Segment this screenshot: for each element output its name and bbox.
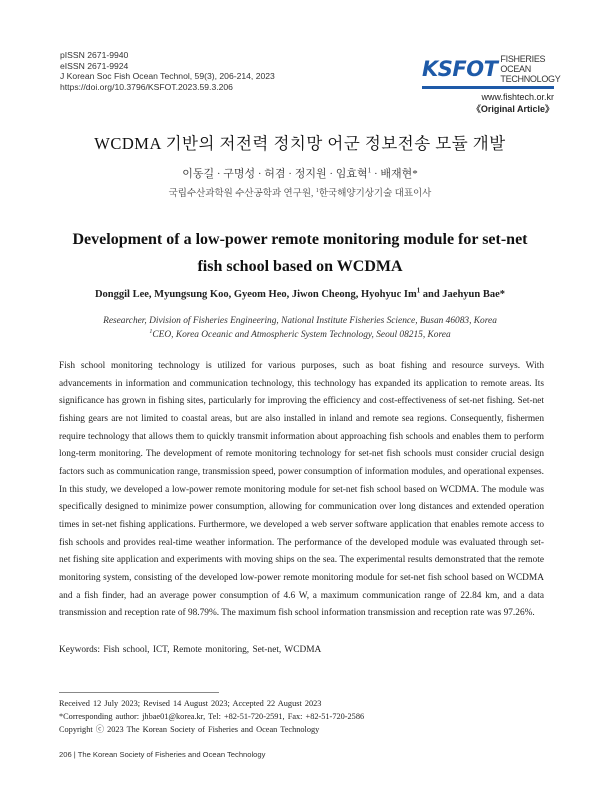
korean-title: WCDMA 기반의 저전력 정치망 어군 정보전송 모듈 개발	[94, 134, 506, 153]
journal-url[interactable]: www.fishtech.or.kr	[481, 92, 554, 102]
eissn: eISSN 2671-9924	[60, 60, 129, 71]
footnotes	[59, 697, 544, 737]
copyright: Copyright ⓒ 2023 The Korean Society of Fisheries and Ocean Technology	[59, 725, 320, 735]
english-title: Development of a low-power remote monitoring module for set-net fish school based on WCDMA	[72, 231, 528, 275]
pissn: pISSN 2671-9940	[60, 50, 129, 60]
logo-line1: FISHERIES OCEAN	[500, 54, 546, 74]
english-affiliations	[0, 314, 600, 342]
page-footer: 206 | The Korean Society of Fisheries and Ocean Technology	[59, 750, 266, 759]
affiliation-1: Researcher, Division of Fisheries Engineering, National Institute Fisheries Science, Busan 46083, Korea	[103, 316, 497, 326]
doi-link[interactable]: https://doi.org/10.3796/KSFOT.2023.59.3.206	[60, 81, 233, 92]
received-dates: Received 12 July 2023; Revised 14 August 2023; Accepted 22 August 2023	[59, 699, 322, 708]
keywords: Keywords: Fish school, ICT, Remote monitoring, Set-net, WCDMA	[59, 645, 322, 655]
corresponding-author: *Corresponding author: jhbae01@korea.kr, Tel: +82-51-720-2591, Fax: +82-51-720-2586	[59, 712, 365, 722]
korean-authors: 이동길 · 구명성 · 허겸 · 정지원 · 임효혁$^1$ · 배재현*	[182, 166, 418, 180]
affiliation-2: $^1$CEO, Korea Oceanic and Atmospheric System Technology, Seoul 08215, Korea	[149, 328, 451, 340]
logo-line2: TECHNOLOGY	[500, 74, 561, 84]
logo-rule	[422, 86, 554, 89]
korean-affiliation: 국립수산과학원 수산공학과 연구원, $^1$한국해양기상기술 대표이사	[168, 187, 432, 199]
journal-meta	[60, 50, 275, 92]
footnote-divider	[59, 692, 219, 693]
english-authors: Donggil Lee, Myungsung Koo, Gyeom Heo, Jiwon Cheong, Hyohyuc Im$^1$ and Jaehyun Bae*	[94, 287, 506, 300]
journal-logo	[422, 54, 561, 115]
citation: J Korean Soc Fish Ocean Technol, 59(3), 206-214, 2023	[60, 71, 275, 82]
abstract: Fish school monitoring technology is utilized for various purposes, such as boat fishing and resource surveys. With advancements in information and communication technology, this technology has expanded its application to remote areas. Its significance has grown in fishing sites, particularly for improving the efficiency and cost-effectiveness of set-net fishing. Set-net fishing gears are not limited to coastal areas, but are also installed in inland and remote sea regions. Consequently, fishermen require technology that allows them to quickly transmit information about approaching fish schools and enables them to perform long-term monitoring. The development of remote monitoring technology for set-net fish schools must consider crucial design factors such as communication range, transmission speed, power consumption of information modules, and operational expenses. In this study, we developed a low-power remote monitoring module for set-net fish school based on WCDMA. The module was specifically designed to minimize power consumption, allowing for communication over long distances and extended operation times in set-net fishing applications. Furthermore, we developed a web server software application that enables remote access to fish schools and provides real-time weather information. The performance of the developed module was evaluated through set-net fishing site application and experiments with moving ships on the sea. The experimental results demonstrated that the remote monitoring system, consisting of the developed low-power remote monitoring module for set-net fish school based on WCDMA and a fish finder, had an average power consumption of 4.6 W, a maximum communication range of 22.84 km, and a data transmission and reception rate of 98.79%. The maximum fish school information transmission and reception rate was 97.26%.	[59, 361, 544, 619]
ksfot-logo-icon: KSFOT	[422, 57, 498, 81]
article-type: 《Original Article》	[471, 104, 554, 114]
